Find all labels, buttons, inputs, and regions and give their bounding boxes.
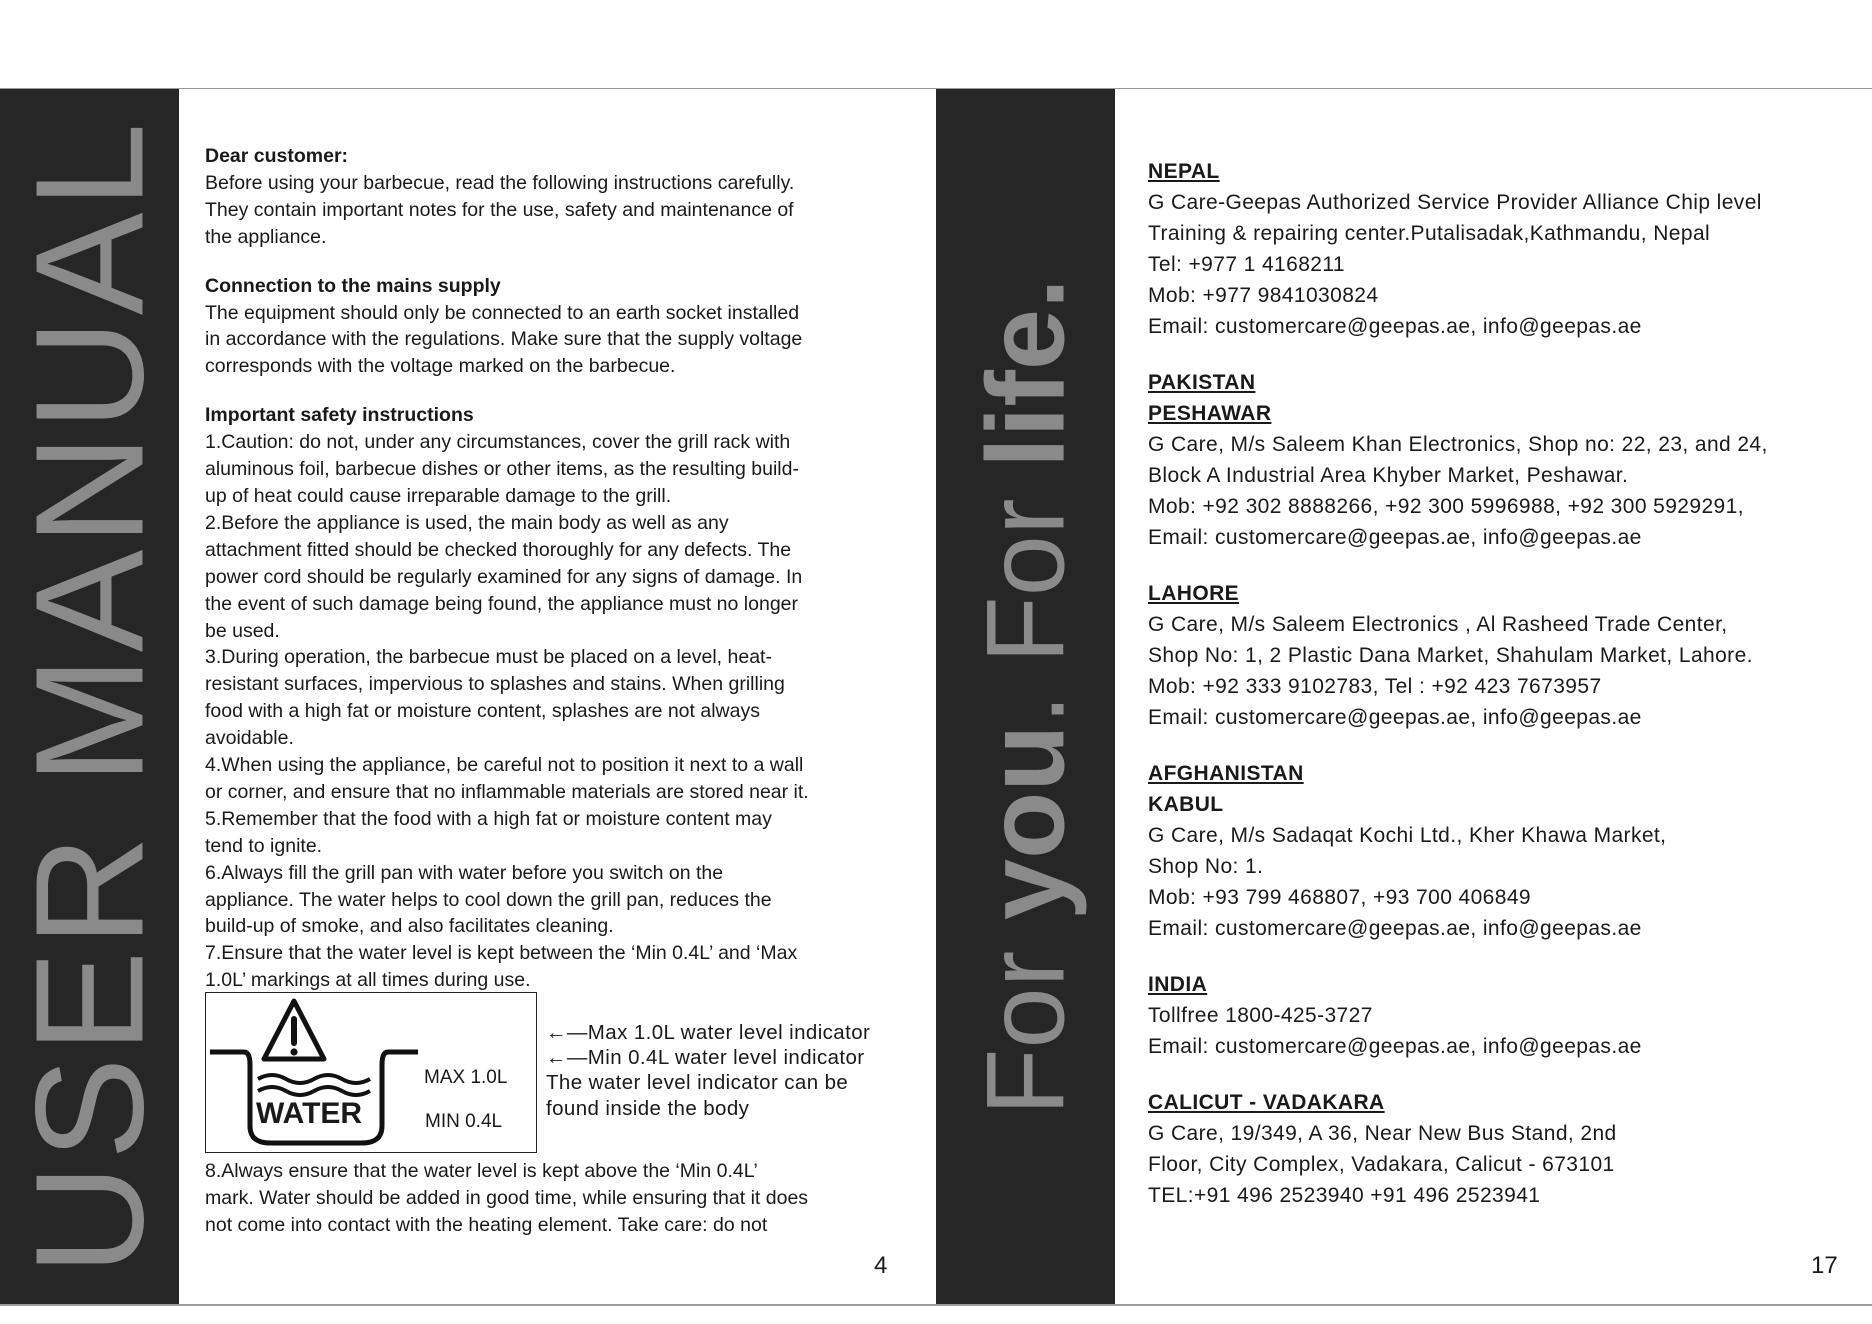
region-heading: PESHAWAR [1148, 402, 1272, 425]
safety-line: power cord should be regularly examined for any signs of damage. In [205, 565, 803, 588]
contact-line: Email: customercare@geepas.ae, info@geepas.ae [1148, 917, 1642, 940]
contact-line: Mob: +977 9841030824 [1148, 284, 1379, 307]
contact-line: G Care, 19/349, A 36, Near New Bus Stand, 2nd [1148, 1122, 1617, 1145]
instruction-line: 8.Always ensure that the water level is kept above the ‘Min 0.4L’ [205, 1160, 758, 1182]
safety-line: 1.Caution: do not, under any circumstances, cover the grill rack with [205, 431, 791, 454]
greeting-heading: Dear customer: [205, 145, 349, 167]
region-heading: LAHORE [1148, 582, 1240, 605]
safety-line: 3.During operation, the barbecue must be placed on a level, heat- [205, 646, 772, 669]
contact-line: Mob: +92 302 8888266, +92 300 5996988, +92 300 5929291, [1148, 495, 1744, 518]
connection-line: corresponds with the voltage marked on the barbecue. [205, 355, 676, 378]
diagram-notes [546, 1020, 926, 1121]
contact-line: Email: customercare@geepas.ae, info@geepas.ae [1148, 706, 1642, 729]
contact-line: Block A Industrial Area Khyber Market, Peshawar. [1148, 464, 1629, 487]
safety-line: resistant surfaces, impervious to splashes and stains. When grilling [205, 673, 785, 696]
safety-line: 1.0L’ markings at all times during use. [205, 969, 531, 992]
left-page-body [205, 143, 925, 994]
intro-line: the appliance. [205, 225, 327, 248]
instruction-line: not come into contact with the heating element. Take care: do not [205, 1213, 768, 1236]
section-gap [1148, 944, 1868, 969]
safety-heading: Important safety instructions [205, 404, 474, 427]
connection-line: in accordance with the regulations. Make sure that the supply voltage [205, 328, 803, 351]
safety-line: build-up of smoke, and also facilitates cleaning. [205, 915, 614, 938]
safety-line: or corner, and ensure that no inflammable materials are stored near it. [205, 780, 809, 803]
safety-line: 2.Before the appliance is used, the main body as well as any [205, 511, 729, 534]
slogan-part: For [964, 919, 1087, 1116]
safety-line: tend to ignite. [205, 834, 323, 857]
contact-line: Tel: +977 1 4168211 [1148, 253, 1345, 276]
safety-line: attachment fitted should be checked thoroughly for any defects. The [205, 538, 792, 561]
safety-instructions-list [205, 429, 925, 994]
city-heading: KABUL [1148, 793, 1224, 816]
bottom-rule [0, 1304, 1872, 1306]
water-wave-bottom [258, 1087, 370, 1095]
safety-line: food with a high fat or moisture content, splashes are not always [205, 700, 760, 723]
region-heading: PAKISTAN [1148, 371, 1256, 394]
region-heading: AFGHANISTAN [1148, 762, 1304, 785]
safety-line: 6.Always fill the grill pan with water before you switch on the [205, 861, 724, 884]
contact-line: Email: customercare@geepas.ae, info@geepas.ae [1148, 526, 1642, 549]
region-heading: NEPAL [1148, 160, 1220, 183]
diagram-note-line: ←—Max 1.0L water level indicator [546, 1021, 871, 1044]
safety-line: 5.Remember that the food with a high fat or moisture content may [205, 807, 772, 830]
contact-line: G Care-Geepas Authorized Service Provider Alliance Chip level [1148, 191, 1762, 214]
diagram-note-line: found inside the body [546, 1096, 750, 1120]
diagram-note-line: ←—Min 0.4L water level indicator [546, 1046, 865, 1070]
instruction-line: mark. Water should be added in good time, while ensuring that it does [205, 1186, 809, 1209]
connection-paragraph [205, 300, 925, 381]
contact-line: Mob: +93 799 468807, +93 700 406849 [1148, 886, 1531, 909]
safety-line: appliance. The water helps to cool down the grill pan, reduces the [205, 888, 772, 911]
user-manual-vertical-title: USER MANUAL [3, 118, 175, 1275]
safety-line: be used. [205, 619, 280, 642]
safety-line: aluminous foil, barbecue dishes or other items, as the resulting build- [205, 458, 799, 481]
intro-line: Before using your barbecue, read the following instructions carefully. [205, 171, 795, 194]
continued-instruction [205, 1158, 925, 1239]
safety-line: avoidable. [205, 727, 294, 750]
slogan-part: life [964, 308, 1087, 468]
section-gap [1148, 1062, 1868, 1087]
service-contacts [1148, 156, 1868, 1211]
page-number-left: 4 [874, 1252, 888, 1279]
contact-line: G Care, M/s Saleem Khan Electronics, Shop no: 22, 23, and 24, [1148, 433, 1768, 456]
safety-line: up of heat could cause irreparable damage to the grill. [205, 484, 672, 507]
contact-line: Email: customercare@geepas.ae, info@geepas.ae [1148, 315, 1642, 338]
diagram-note-line: The water level indicator can be [546, 1071, 849, 1095]
water-wave-top [258, 1075, 370, 1083]
safety-line: the event of such damage being found, the appliance must no longer [205, 592, 798, 615]
contact-line: Mob: +92 333 9102783, Tel : +92 423 7673957 [1148, 675, 1602, 698]
contact-line: Email: customercare@geepas.ae, info@geepas.ae [1148, 1035, 1642, 1058]
region-heading: CALICUT - VADAKARA [1148, 1091, 1385, 1114]
section-gap [1148, 342, 1868, 367]
safety-line: 4.When using the appliance, be careful not to position it next to a wall [205, 754, 804, 777]
page-number-right: 17 [1811, 1252, 1838, 1279]
min-level-label: MIN 0.4L [425, 1111, 503, 1132]
water-label: WATER [256, 1097, 363, 1130]
water-level-diagram [205, 992, 537, 1153]
connection-heading: Connection to the mains supply [205, 274, 501, 297]
intro-line: They contain important notes for the use, safety and maintenance of [205, 198, 794, 221]
slogan-vertical [962, 278, 1089, 1115]
contact-line: Tollfree 1800-425-3727 [1148, 1004, 1373, 1027]
contact-line: G Care, M/s Saleem Electronics , Al Rasheed Trade Center, [1148, 613, 1728, 636]
contact-line: Shop No: 1, 2 Plastic Dana Market, Shahulam Market, Lahore. [1148, 644, 1753, 667]
left-sidebar-band [0, 89, 179, 1304]
contact-line: G Care, M/s Sadaqat Kochi Ltd., Kher Khawa Market, [1148, 824, 1667, 847]
contact-line: Floor, City Complex, Vadakara, Calicut - 673101 [1148, 1153, 1615, 1176]
slogan-part: . For [964, 467, 1087, 725]
section-gap [1148, 733, 1868, 758]
right-sidebar-band [936, 89, 1115, 1304]
connection-line: The equipment should only be connected to an earth socket installed [205, 301, 800, 324]
region-heading: INDIA [1148, 973, 1208, 996]
intro-paragraph [205, 170, 925, 251]
slogan-part: . [964, 277, 1087, 309]
contact-line: Shop No: 1. [1148, 855, 1264, 878]
slogan-part: you [964, 724, 1087, 920]
contact-line: Training & repairing center.Putalisadak,Kathmandu, Nepal [1148, 222, 1711, 245]
safety-line: 7.Ensure that the water level is kept between the ‘Min 0.4L’ and ‘Max [205, 942, 798, 965]
contact-line: TEL:+91 496 2523940 +91 496 2523941 [1148, 1184, 1541, 1207]
section-gap [1148, 553, 1868, 578]
max-level-label: MAX 1.0L [424, 1067, 508, 1088]
